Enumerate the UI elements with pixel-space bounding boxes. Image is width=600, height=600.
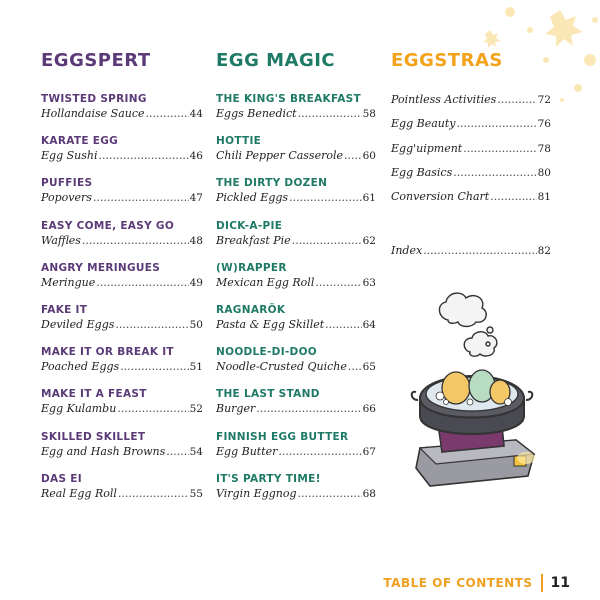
toc-page-number: 62 (362, 234, 376, 247)
toc-entry-heading: DAS EI (41, 472, 82, 485)
dot-leader (115, 317, 188, 332)
toc-entry-title: Poached Eggs (41, 360, 120, 374)
dot-leader (490, 189, 536, 204)
toc-page-number: 44 (189, 108, 203, 120)
toc-entry-title: Popovers (41, 191, 92, 205)
toc-entry-heading: THE LAST STAND (216, 388, 320, 401)
toc-entry (41, 345, 203, 387)
dot-leader (117, 401, 188, 416)
toc-page-number: 65 (362, 361, 376, 374)
toc-page-number: 64 (362, 318, 376, 331)
dot-leader (93, 190, 189, 205)
toc-entry (216, 303, 376, 345)
dot-leader (98, 148, 188, 163)
toc-entry (216, 134, 376, 176)
toc-entry (391, 165, 551, 189)
toc-entry-title: Hollandaise Sauce (41, 107, 145, 120)
toc-entry (41, 261, 203, 303)
toc-entry (216, 345, 376, 387)
toc-page-number: 55 (189, 487, 203, 500)
toc-entry-title: Virgin Eggnog (216, 486, 297, 500)
toc-entry (391, 243, 551, 267)
toc-entry-heading: TWISTED SPRING (41, 93, 147, 105)
toc-entry-title: Waffles (41, 233, 81, 247)
toc-line (216, 401, 376, 417)
toc-entry-heading: FAKE IT (41, 303, 88, 316)
footer-section-title: TABLE OF CONTENTS (383, 576, 533, 590)
toc-page-number: 68 (362, 487, 376, 500)
toc-entry-title: Mexican Egg Roll (216, 275, 315, 289)
toc-page-number: 82 (537, 245, 551, 258)
toc-entry (391, 116, 551, 140)
toc-entry-heading: NOODLE-DI-DOO (216, 346, 318, 359)
column-title-eggspert: EGGSPERT (41, 50, 151, 71)
toc-line (216, 359, 376, 375)
toc-entry (41, 219, 203, 261)
toc-line (216, 233, 376, 249)
toc-entry-heading: THE KING'S BREAKFAST (216, 93, 362, 105)
pot-of-eggs-on-stove-illustration (410, 290, 540, 500)
toc-entry (216, 430, 376, 472)
dot-leader (96, 275, 188, 290)
dot-leader (146, 106, 189, 121)
toc-entry (391, 92, 551, 116)
toc-column-egg-magic (216, 50, 376, 514)
toc-line (41, 275, 203, 291)
toc-entry-title: Meringue (41, 275, 96, 289)
toc-line (41, 190, 203, 206)
page-footer (383, 574, 570, 592)
toc-page-number: 81 (537, 191, 551, 204)
toc-entry-title: Eggs Benedict (216, 107, 297, 120)
toc-line (391, 165, 551, 181)
toc-entry-heading: THE DIRTY DOZEN (216, 177, 328, 190)
toc-page-number: 80 (537, 166, 551, 179)
toc-page-number: 78 (537, 142, 551, 155)
toc-line (391, 141, 551, 157)
toc-page-number: 51 (189, 361, 203, 374)
toc-entry-heading: PUFFIES (41, 177, 93, 190)
toc-entry (216, 92, 376, 134)
toc-entry-title: Chili Pepper Casserole (216, 149, 343, 163)
toc-page-number: 58 (362, 108, 376, 120)
toc-entry-heading: HOTTIE (216, 135, 262, 148)
dot-leader (278, 444, 361, 459)
toc-entry-title: Egg Kulambu (41, 402, 117, 416)
toc-entry (216, 219, 376, 261)
column-title-eggstras: EGGSTRAS (391, 50, 503, 71)
toc-entry (391, 189, 551, 213)
dot-leader (256, 401, 361, 416)
toc-entry-title: Pointless Activities (391, 93, 497, 106)
dot-leader (456, 116, 536, 131)
dot-leader (166, 444, 188, 459)
toc-entry (216, 176, 376, 218)
toc-entry-heading: FINNISH EGG BUTTER (216, 430, 349, 443)
toc-line (391, 243, 551, 259)
dot-leader (344, 148, 362, 163)
toc-page-number: 76 (537, 118, 551, 131)
toc-entry-title: Egg'uipment (391, 141, 463, 155)
toc-line (216, 486, 376, 502)
toc-page-number: 66 (362, 403, 376, 416)
footer-divider (541, 574, 543, 592)
toc-line (41, 233, 203, 249)
dot-leader (120, 359, 188, 374)
toc-entry (41, 92, 203, 134)
toc-entry (41, 472, 203, 514)
toc-page-number: 63 (362, 276, 376, 289)
column-title-egg-magic: EGG MAGIC (216, 50, 336, 71)
dot-leader (325, 317, 361, 332)
toc-entry (41, 303, 203, 345)
toc-entry-heading: SKILLED SKILLET (41, 430, 146, 443)
toc-line (41, 317, 203, 333)
dot-leader (423, 243, 536, 258)
toc-line (391, 92, 551, 108)
toc-entry-title: Index (391, 244, 423, 258)
toc-entry-title: Egg Sushi (41, 149, 98, 163)
toc-entry-title: Real Egg Roll (41, 486, 117, 500)
toc-entry (216, 472, 376, 514)
toc-entry-title: Pasta & Egg Skillet (216, 317, 325, 331)
toc-entry (41, 134, 203, 176)
toc-line (216, 106, 376, 122)
toc-line (216, 444, 376, 460)
dot-leader (315, 275, 361, 290)
toc-column-eggspert (41, 50, 203, 514)
toc-entry-title: Burger (216, 402, 256, 416)
toc-entry-heading: EASY COME, EASY GO (41, 219, 175, 232)
toc-line (41, 106, 203, 122)
toc-page-number: 47 (189, 192, 203, 205)
toc-entry (391, 141, 551, 165)
toc-entry-title: Egg Beauty (391, 117, 456, 131)
toc-page-number: 60 (362, 150, 376, 163)
toc-entry-heading: (W)RAPPER (216, 261, 287, 274)
dot-leader (463, 141, 536, 156)
toc-entry-heading: MAKE IT A FEAST (41, 388, 147, 401)
toc-page-number: 52 (189, 403, 203, 416)
toc-page-number: 50 (189, 318, 203, 331)
toc-page-number: 49 (189, 276, 203, 289)
toc-entry-title: Conversion Chart (391, 190, 490, 204)
toc-line (41, 401, 203, 417)
dot-leader (289, 190, 362, 205)
toc-entry-title: Pickled Eggs (216, 191, 289, 205)
toc-page-number: 54 (189, 445, 203, 458)
dot-leader (453, 165, 536, 180)
toc-page-number: 48 (189, 234, 203, 247)
toc-line (41, 444, 203, 460)
toc-line (391, 116, 551, 132)
dot-leader (298, 486, 362, 501)
toc-entry-heading: RAGNARÖK (216, 303, 286, 316)
page-number: 11 (550, 575, 570, 591)
toc-line (41, 486, 203, 502)
dot-leader (82, 233, 189, 248)
toc-entry-title: Noodle-Crusted Quiche (216, 360, 347, 374)
toc-page-number: 61 (362, 192, 376, 205)
toc-entry (216, 261, 376, 303)
toc-entry (41, 387, 203, 429)
toc-entry-title: Egg Basics (391, 165, 453, 179)
toc-entry-title: Egg Butter (216, 444, 278, 458)
toc-line (216, 275, 376, 291)
toc-line (41, 148, 203, 164)
toc-line (41, 359, 203, 375)
dot-leader (497, 92, 536, 107)
toc-entry-heading: MAKE IT OR BREAK IT (41, 346, 174, 359)
toc-entry-heading: IT'S PARTY TIME! (216, 472, 321, 485)
toc-page-number: 72 (537, 94, 551, 106)
toc-entry-heading: DICK-A-PIE (216, 219, 283, 232)
toc-entry-heading: ANGRY MERINGUES (41, 261, 161, 274)
dot-leader (298, 106, 362, 121)
toc-entry (216, 387, 376, 429)
dot-leader (292, 233, 362, 248)
toc-line (216, 148, 376, 164)
toc-entry (41, 430, 203, 472)
toc-page-number: 46 (189, 150, 203, 163)
toc-line (391, 189, 551, 205)
toc-entry (41, 176, 203, 218)
toc-entry-title: Breakfast Pie (216, 233, 291, 247)
toc-entry-heading: KARATE EGG (41, 135, 119, 148)
toc-entry-title: Deviled Eggs (41, 317, 115, 331)
dot-leader (118, 486, 189, 501)
toc-line (216, 317, 376, 333)
dot-leader (348, 359, 362, 374)
toc-column-eggstras (391, 50, 551, 268)
toc-page-number: 67 (362, 445, 376, 458)
toc-line (216, 190, 376, 206)
toc-entry-title: Egg and Hash Browns (41, 444, 166, 458)
